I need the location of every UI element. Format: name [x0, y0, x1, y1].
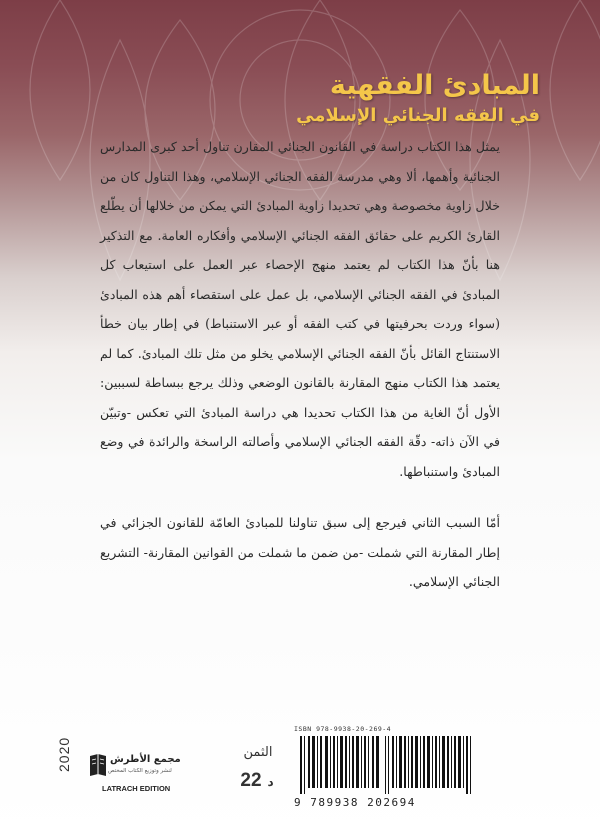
blurb-text	[100, 132, 500, 597]
barcode-icon	[294, 736, 484, 794]
book-subtitle: في الفقه الجنائي الإسلامي	[296, 105, 540, 126]
isbn-label: ISBN 978-9938-20-269-4	[294, 725, 392, 733]
blurb-paragraph: أمّا السبب الثاني فيرجع إلى سبق تناولنا للمبادئ العامّة للقانون الجزائي في إطار المقارنة التي شملت -من ضمن ما شملت من القوانين المقارنة- التشريع الجنائي الإسلامي.	[100, 515, 500, 589]
price-block	[228, 745, 288, 792]
price-amount: 22	[240, 770, 262, 791]
barcode-digits: 9 789938 202694	[294, 796, 416, 809]
book-icon	[88, 752, 108, 778]
publisher-edition: LATRACH EDITION	[102, 784, 171, 793]
book-title: المبادئ الفقهية	[329, 70, 540, 101]
price-currency: د	[267, 775, 274, 789]
publisher-name: مجمع الأطرش	[110, 754, 181, 765]
price-label: الثمن	[243, 745, 273, 760]
blurb-paragraph: يمثل هذا الكتاب دراسة في القانون الجنائي المقارن تناول أحد كبرى المدارس الجنائية وأهمها، ألا وهي مدرسة الفقه الجنائي الإسلامي، وهذا التناول كان من خلال زاوية مخصوصة وهي تحديدا زاوية المبادئ التي يمكن من خلالها أن يطّلع القارئ الكريم على حقائق الفقه الجنائي الإسلامي وأفكاره العامة. مع التذكير هنا بأنّ هذا الكتاب لم يعتمد منهج الإحصاء عبر العمل على استيعاب كل المبادئ في الفقه الجنائي الإسلامي، بل عمل على استقصاء أهم هذه المبادئ (سواء وردت بحرفيتها في كتب الفقه أو عبر الاستنباط) في إطار بيان خطأ الاستنتاج القائل بأنّ الفقه الجنائي الإسلامي يخلو من مثل تلك المبادئ. كما لم يعتمد هذا الكتاب منهج المقارنة بالقانون الوضعي وذلك يرجع ببساطة لسببين: الأول أنّ الغاية من هذا الكتاب تحديدا هي دراسة المبادئ التي تعكس -وتبيّن في الآن ذاته- دقّة الفقه الجنائي الإسلامي وأصالته الراسخة والرائدة في وضع المبادئ واستنباطها.	[100, 139, 500, 479]
barcode	[294, 725, 504, 825]
publisher-tagline: لنشر وتوزيع الكتاب المختص	[108, 768, 172, 774]
publication-year: 2020	[56, 736, 72, 772]
price-value	[228, 770, 288, 792]
title-block	[40, 70, 540, 126]
publisher-logo	[88, 750, 181, 810]
